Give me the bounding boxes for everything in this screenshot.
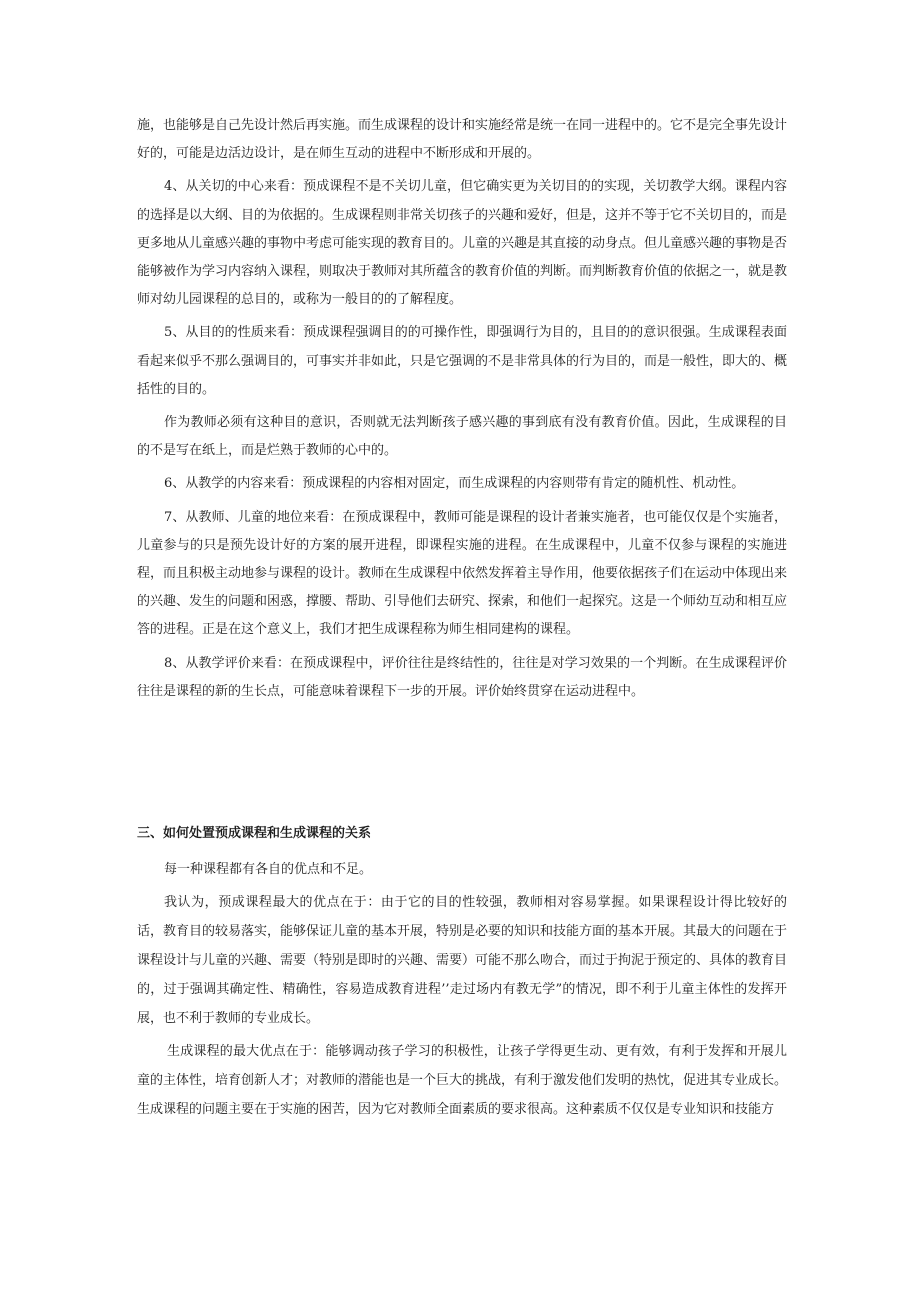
paragraph-point-4: 4、从关切的中心来看：预成课程不是不关切儿童，但它确实更为关切目的的实现，关切教学大纲。课程内容的选择是以大纲、目的为依据的。生成课程则非常关切孩子的兴趣和爱好，但是，这并不等于它不关切目的，而是更多地从儿童感兴趣的事物中考虑可能实现的教育目的。儿童的兴趣是其直接的动身点。但儿童感兴趣的事物是否能够被作为学习内容纳入课程，则取决于教师对其所蕴含的教育价值的判断。而判断教育价值的依据之一，就是教师对幼儿园课程的总目的，或称为一般目的的了解程度。 — [137, 179, 788, 308]
paragraph-preset-curriculum: 我认为，预成课程最大的优点在于：由于它的目的性较强，教师相对容易掌握。如果课程设计得比较好的话，教育目的较易落实，能够保证儿童的基本开展，特别是必要的知识和技能方面的基本开展。其最大的问题在于课程设计与儿童的兴趣、需要（特别是即时的兴趣、需要）可能不那么吻合，而过于拘泥于预定的、具体的教育目的，过于强调其确定性、精确性，容易造成教育进程’’走过场内有教无学”的情况，即不利于儿童主体性的发挥开展，也不利于教师的专业成长。 — [137, 895, 788, 1026]
paragraph-pros-cons: 每一种课程都有各自的优点和不足。 — [164, 862, 373, 877]
paragraph-point-8: 8、从教学评价来看：在预成课程中，评价往往是终结性的，往往是对学习效果的一个判断。在生成课程评价往往是课程的新的生长点，可能意味着课程下一步的开展。评价始终贯穿在运动进程中。 — [137, 655, 787, 699]
paragraph-point-5: 5、从目的的性质来看：预成课程强调目的的可操作性，即强调行为目的，且目的的意识很强。生成课程表面看起来似乎不那么强调目的，可事实并非如此，只是它强调的不是非常具体的行为目的，而是一般性，即大的、概括性的目的。 — [137, 325, 788, 397]
paragraph-point-6: 6、从教学的内容来看：预成课程的内容相对固定，而生成课程的内容则带有肯定的随机性、机动性。 — [164, 476, 745, 492]
paragraph-continuation: 施，也能够是自己先设计然后再实施。而生成课程的设计和实施经常是统一在同一进程中的。它不是完全事先设计好的，可能是边活边设计，是在师生互动的进程中不断形成和开展的。 — [137, 118, 788, 162]
paragraph-teacher-awareness: 作为教师必须有这种目的意识，否则就无法判断孩子感兴趣的事到底有没有教育价值。因此，生成课程的目的不是写在纸上，而是烂熟于教师的心中的。 — [137, 415, 787, 459]
section-three-heading: 三、如何处置预成课程和生成课程的关系 — [137, 826, 372, 841]
paragraph-point-7: 7、从教师、儿童的地位来看：在预成课程中，教师可能是课程的设计者兼实施者，也可能仅仅是个实施者，儿童参与的只是预先设计好的方案的展开进程，即课程实施的进程。在生成课程中，儿童不仅参与课程的实施进程，而且积极主动地参与课程的设计。教师在生成课程中依然发挥着主导作用，他要依据孩子们在运动中体现出来的兴趣、发生的问题和困惑，撑腰、帮助、引导他们去研究、探索，和他们一起探究。这是一个师幼互动和相互应答的进程。正是在这个意义上，我们才把生成课程称为师生相同建构的课程。 — [137, 509, 788, 638]
section-three-body — [137, 855, 787, 1124]
section-two-body — [137, 112, 787, 706]
paragraph-generative-curriculum: 生成课程的最大优点在于：能够调动孩子学习的积极性，让孩子学得更生动、更有效，有利于发挥和开展儿童的主体性，培育创新人才；对教师的潜能也是一个巨大的挑战，有利于激发他们发明的热忱，促进其专业成长。生成课程的问题主要在于实施的困苦，因为它对教师全面素质的要求很高。这种素质不仅仅是专业知识和技能方 — [137, 1044, 788, 1117]
